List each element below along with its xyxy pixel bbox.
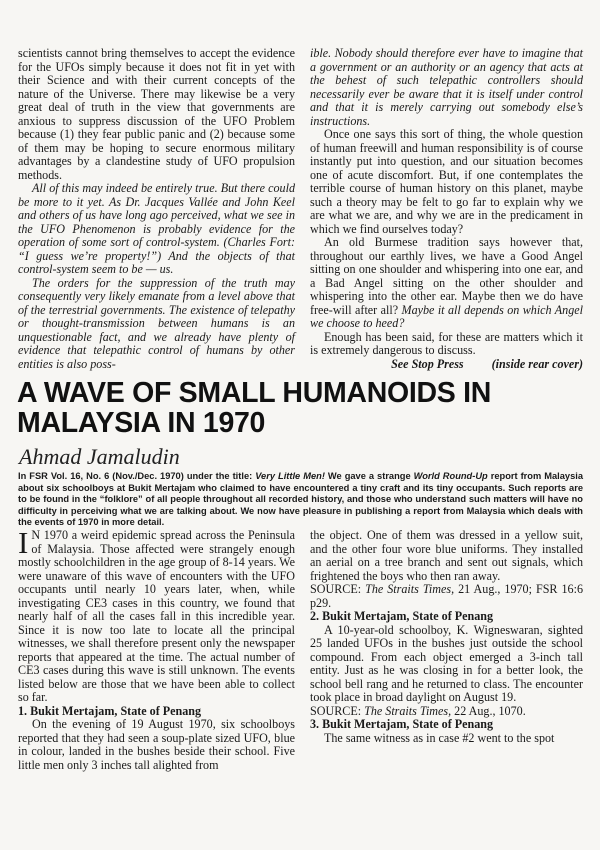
article-author: Ahmad Jamaludin — [19, 444, 180, 469]
lead-paragraph — [18, 525, 295, 705]
case-text: A 10-year-old schoolboy, K. Wigneswaran, sighted 25 landed UFOs in the bushes just outside the school compound. From each object emerged a 3-inch tall entity. Just as he was closing in for a better look, the school bell rang and he returned to class. The encounter took place in broad daylight on August 19. — [310, 622, 583, 704]
paragraph-italic-tail: Maybe it all depends on which Angel we choose to heed? — [310, 302, 583, 330]
case-heading: 3. Bukit Mertajam, State of Penang — [310, 717, 494, 731]
stop-press-reference — [310, 358, 583, 372]
editorial-paragraph-italic: ible. Nobody should therefore ever have to imagine that a government or an authority or an agency that acts at the behest of such telepathic controllers should necessarily ever be aware that it is itself under control and that it is merely carrying out somebody else’s instructions. — [310, 46, 583, 128]
article-headline: A WAVE OF SMALL HUMANOIDS IN MALAYSIA IN 1970 — [17, 377, 491, 439]
case-source — [310, 583, 583, 610]
source-label: SOURCE: — [310, 703, 365, 718]
source-detail: 22 Aug., 1070. — [451, 703, 526, 718]
case-text: The same witness as in case #2 went to the spot — [324, 730, 555, 745]
drop-cap: I — [18, 525, 29, 560]
source-publication: The Straits Times, — [364, 703, 452, 718]
lead-text: N 1970 a weird epidemic spread across the Peninsula of Malaysia. Those affected were strangely enough mostly schoolchildren in the age group of 8-14 years. We were unaware of this wave of encounters with the UFO occupants until nearly 10 years later, when, while investigating CE3 cases in this country, we found that nearly half of all the cases fall in this incredible year. Since it is now too late to locate all the principal witnesses, we shall therefore present only the newspaper reports that appeared at the time. The actual number of CE3 cases during this wave is still unknown. The events listed below are those that we have been able to collect so far. — [18, 528, 295, 704]
article-column-left — [18, 525, 295, 772]
editorial-paragraph-italic: The orders for the suppression of the truth may consequently very likely emanate from a level above that of the terrestrial governments. The existence of telepathy or thought-transmission between humans is an unquestionable fact, and we already have plenty of evidence that telepathic control of humans by other entities is also poss- — [18, 275, 295, 371]
source-detail: 21 Aug., 1970; FSR 16:6 p29. — [310, 582, 583, 610]
intro-referenced-section: World Round-Up — [413, 471, 488, 481]
article-column-right — [310, 529, 583, 745]
editorial-paragraph — [310, 236, 583, 331]
case-text: On the evening of 19 August 1970, six schoolboys reported that they had seen a soup-plate sized UFO, blue in colour, landed in the bushes beside their school. Five little men only 3 inches tall alighted from — [18, 717, 295, 772]
case-heading: 2. Bukit Mertajam, State of Penang — [310, 609, 494, 623]
case-source — [310, 705, 583, 719]
intro-referenced-title: Very Little Men! — [255, 471, 325, 481]
source-publication: The Straits Times, — [365, 582, 455, 596]
editorial-paragraph: scientists cannot bring themselves to accept the evidence for the UFOs simply because it does not fit in yet with their Science and with their current concepts of the nature of the Universe. There may likewise be a very great deal of truth in the view that governments are anxious to suppress discussion of the UFO Problem because (1) they fear public panic and (2) because some of them may be hoping to secure enormous military advantages by a clandestine study of UFO propulsion methods. — [18, 46, 295, 182]
case-heading: 1. Bukit Mertajam, State of Penang — [18, 703, 202, 718]
intro-text: report from Malaysia about six schoolboys at Bukit Mertajam who claimed to have encountered a tiny craft and its tiny occupants. Such reports are to be found in the “folklore” of all people throughout all recorded history, and those who understand such matters will have no difficulty in perceiving what we are talking about. We now have pleasure in publishing a report from Malaysia which deals with the events of 1970 in more detail. — [18, 471, 584, 528]
paragraph-text: An old Burmese tradition says however that, throughout our earthly lives, we have a Good Angel sitting on one shoulder and whispering into one ear, and a Bad Angel sitting on the other shoulder and whispering into the other ear. Maybe then we do have free-will after all? — [310, 235, 583, 317]
source-label: SOURCE: — [310, 582, 366, 596]
case-text: the object. One of them was dressed in a yellow suit, and the other four wore blue uniforms. They installed an aerial on a tree branch and sent out signals, which frightened the boys who then ran away. — [310, 528, 583, 583]
article-intro — [18, 471, 583, 529]
editorial-paragraph-italic: All of this may indeed be entirely true. But there could be more to it yet. As Dr. Jacques Vallée and John Keel and others of us have long ago perceived, what we see in the UFO Phenomenon is probably evidence for the operation of some sort of control-system. (Charles Fort: “I guess we’re property!”) And the objects of that control-system seem to be — us. — [18, 181, 295, 276]
editorial-column-left — [18, 47, 295, 371]
intro-text: We gave a strange — [324, 471, 414, 481]
stop-press-location: (inside rear cover) — [491, 356, 583, 371]
editorial-column-right — [310, 47, 583, 371]
stop-press-label: See Stop Press — [391, 356, 464, 371]
editorial-paragraph: Enough has been said, for these are matters which it is extremely dangerous to discuss. — [310, 329, 583, 357]
intro-text: In FSR Vol. 16, No. 6 (Nov./Dec. 1970) under the title: — [18, 471, 256, 481]
editorial-paragraph: Once one says this sort of thing, the whole question of human freewill and human responsibility is of course instantly put into question, and our situation becomes one of acute discomfort. But, if one contemplates the terrible course of human history on this planet, maybe such a theory may be felt to go far to explain why we are what we are, and why we are in the predicament in which we find ourselves today? — [310, 127, 583, 236]
